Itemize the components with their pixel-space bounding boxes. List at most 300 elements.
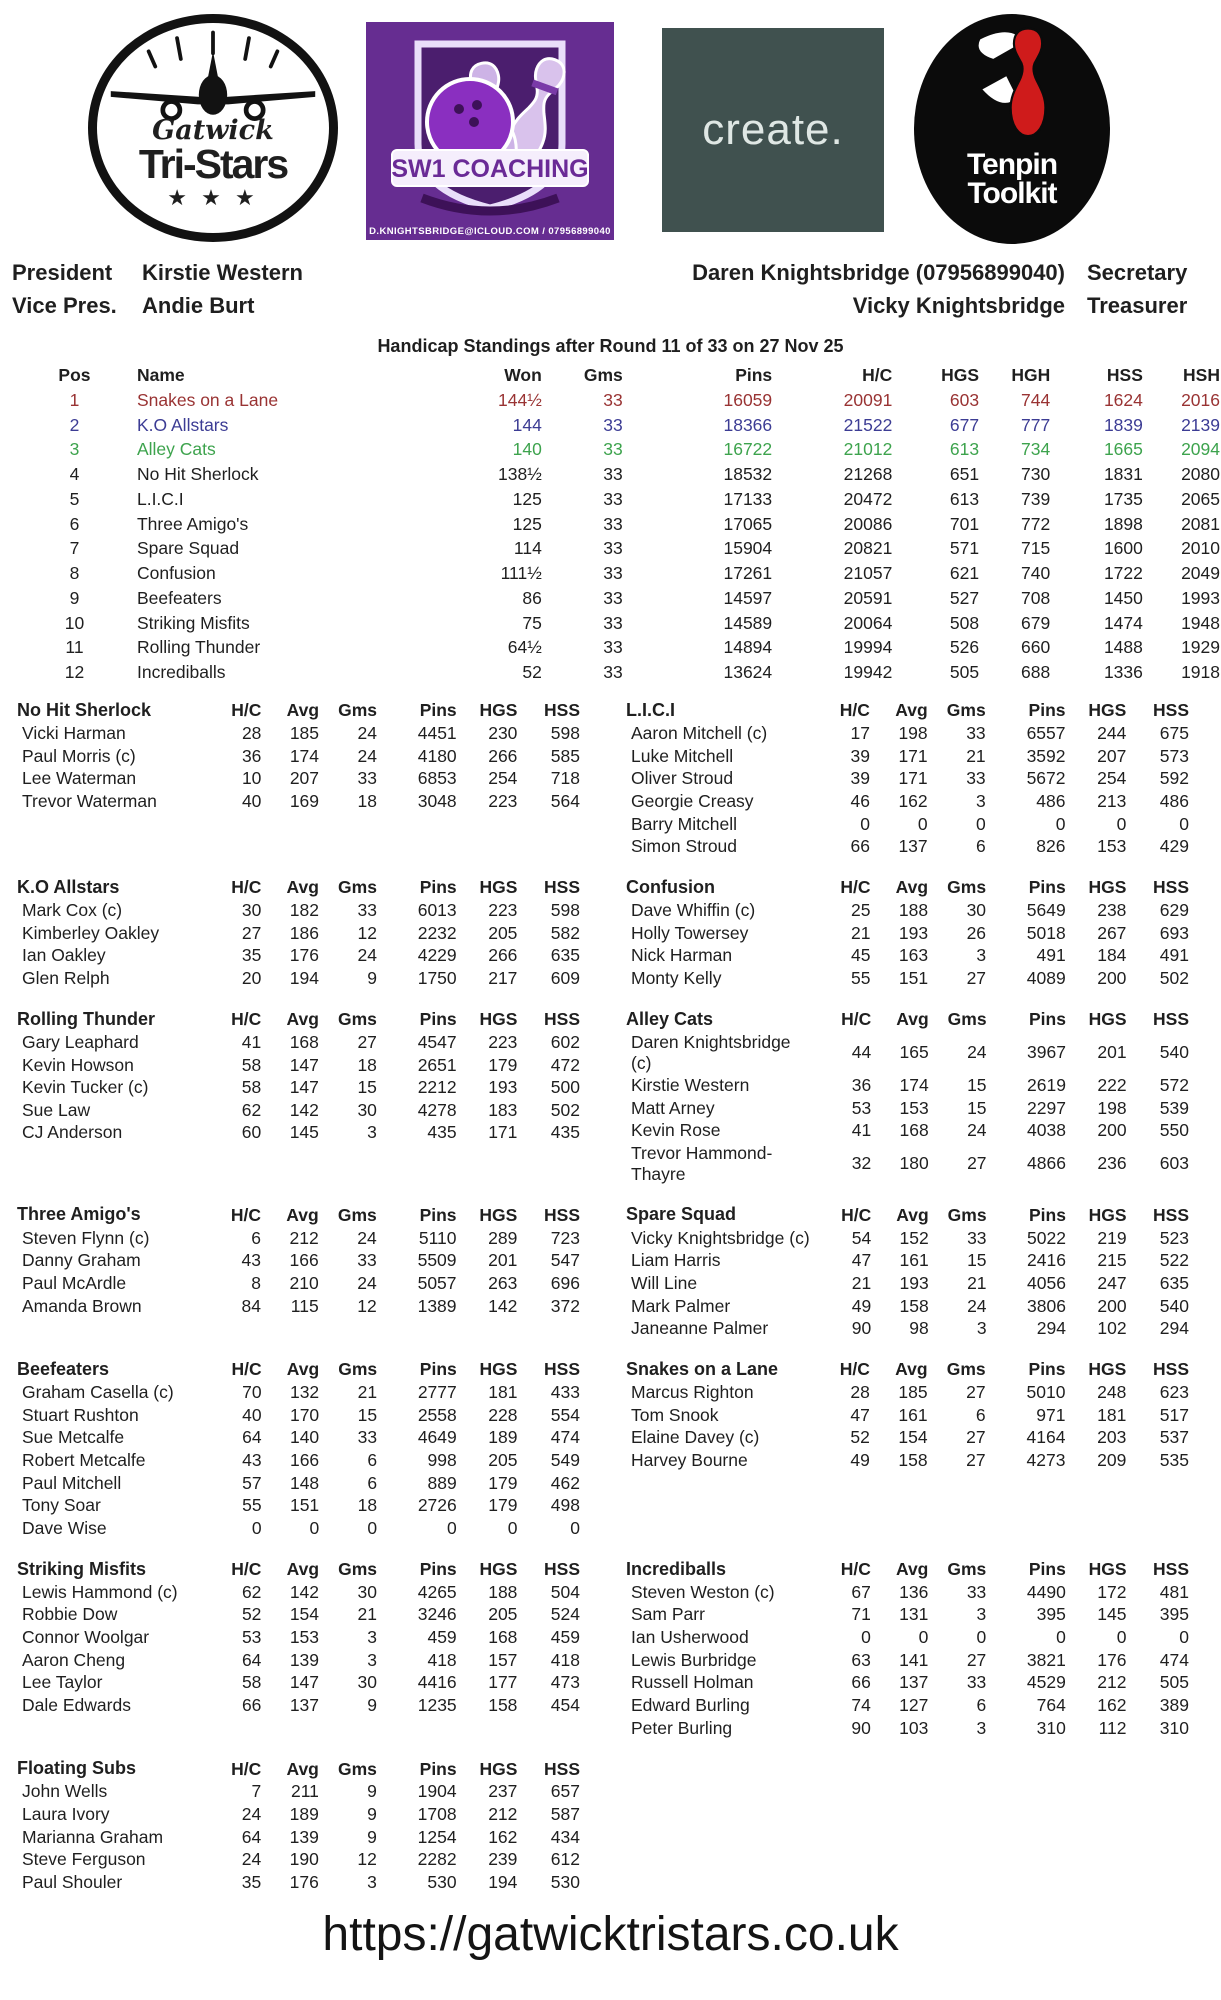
standings-cell-hsh: 2016 <box>1181 389 1220 410</box>
team-pair-row <box>16 1358 1221 1540</box>
player-stat: 4164 <box>1026 1427 1066 1448</box>
player-stat: 174 <box>899 1075 929 1096</box>
standings-cell-hsh: 1948 <box>1181 612 1220 633</box>
team-col-gms: Gms <box>337 1758 377 1779</box>
player-stat: 210 <box>289 1272 319 1293</box>
player-row <box>625 1097 1190 1120</box>
player-stat: 188 <box>898 900 929 921</box>
team-col-hc: H/C <box>231 1558 262 1579</box>
standings-cell-hss: 1450 <box>1103 587 1143 608</box>
team-header-row <box>16 1558 581 1581</box>
player-stat: 162 <box>898 790 928 811</box>
player-stat: 47 <box>851 1250 872 1271</box>
player-stat: 176 <box>289 945 319 966</box>
team-col-hss: HSS <box>544 877 580 898</box>
player-stat: 24 <box>357 1272 377 1293</box>
player-stat: 418 <box>427 1649 457 1670</box>
player-stat: 28 <box>850 1382 870 1403</box>
player-stat: 5649 <box>1026 900 1066 921</box>
player-stat: 44 <box>851 1042 872 1063</box>
team-col-gms: Gms <box>338 700 377 721</box>
standings-cell-hss: 1624 <box>1103 389 1143 410</box>
team-col-gms: Gms <box>947 877 987 898</box>
player-name: Nick Harman <box>631 945 733 966</box>
player-stat: 435 <box>427 1122 457 1143</box>
player-stat: 62 <box>241 1581 262 1602</box>
standings-cell-gms: 33 <box>603 563 623 583</box>
player-stat: 127 <box>899 1694 929 1715</box>
player-row <box>16 1381 581 1404</box>
standings-cell-hgh: 777 <box>1021 414 1051 435</box>
team-table <box>16 1358 581 1540</box>
player-stat: 657 <box>550 1781 580 1802</box>
team-header-row <box>16 1358 581 1381</box>
standings-cell-pins: 13624 <box>723 662 773 682</box>
player-stat: 185 <box>898 1382 928 1403</box>
player-stat: 5672 <box>1026 768 1066 789</box>
standings-cell-pins: 17133 <box>723 488 773 509</box>
player-row <box>625 1249 1190 1272</box>
player-stat: 24 <box>967 1295 987 1316</box>
player-stat: 169 <box>289 790 320 811</box>
player-stat: 524 <box>550 1604 580 1625</box>
player-stat: 90 <box>851 1717 871 1738</box>
player-stat: 190 <box>289 1849 319 1870</box>
standings-cell-gms: 33 <box>603 662 623 682</box>
team-col-avg: Avg <box>286 700 320 721</box>
player-stat: 185 <box>289 722 320 743</box>
player-stat: 1254 <box>417 1826 457 1847</box>
player-stat: 115 <box>290 1295 319 1316</box>
standings-cell-name: L.I.C.I <box>136 488 184 509</box>
player-row <box>625 1581 1190 1604</box>
player-stat: 3 <box>976 1318 987 1339</box>
team-cell-right <box>625 1203 1190 1339</box>
player-stat: 179 <box>488 1495 518 1516</box>
sw1-coaching-logo <box>366 22 614 240</box>
player-stat: 223 <box>488 790 518 811</box>
player-stat: 46 <box>850 790 870 811</box>
player-stat: 36 <box>241 745 262 766</box>
player-row <box>16 1848 581 1871</box>
team-table <box>16 1008 581 1144</box>
player-stat: 142 <box>488 1295 518 1316</box>
team-col-avg: Avg <box>895 877 929 898</box>
tenpin-line2: Toolkit <box>967 176 1057 210</box>
player-stat: 4547 <box>417 1031 457 1052</box>
standings-cell-hsh: 1918 <box>1181 662 1220 682</box>
standings-cell-pins: 18366 <box>723 414 773 435</box>
page-title: Handicap Standings after Round 11 of 33 on 27 Nov 25 <box>377 336 844 356</box>
team-pair-row <box>16 1203 1221 1339</box>
team-table <box>625 1203 1190 1339</box>
standings-table <box>38 363 1221 685</box>
player-stat: 4229 <box>417 945 457 966</box>
player-name: Marianna Graham <box>22 1826 164 1847</box>
col-pos: Pos <box>58 365 91 385</box>
player-stat: 429 <box>1159 836 1189 857</box>
player-row <box>16 899 581 922</box>
player-stat: 0 <box>367 1517 378 1538</box>
player-stat: 572 <box>1159 1075 1189 1096</box>
player-stat: 43 <box>242 1449 262 1470</box>
team-col-hgs: HGS <box>479 1204 518 1225</box>
player-name: Gary Leaphard <box>22 1031 139 1052</box>
player-row <box>625 1142 1190 1185</box>
team-col-hgs: HGS <box>479 877 518 898</box>
player-row <box>16 944 581 967</box>
player-stat: 40 <box>242 1404 262 1425</box>
player-stat: 248 <box>1097 1382 1127 1403</box>
player-stat: 137 <box>898 836 928 857</box>
player-name: Paul Morris (c) <box>22 745 136 766</box>
player-stat: 629 <box>1159 900 1189 921</box>
officers-row <box>0 246 1221 326</box>
team-header-row <box>625 1203 1190 1226</box>
player-stat: 454 <box>550 1694 580 1715</box>
player-stat: 198 <box>898 722 928 743</box>
team-name: No Hit Sherlock <box>17 699 152 720</box>
player-stat: 193 <box>899 1272 929 1293</box>
player-stat: 21 <box>357 1382 378 1403</box>
player-row <box>625 1074 1190 1097</box>
player-stat: 27 <box>966 967 987 988</box>
player-stat: 0 <box>570 1517 580 1538</box>
standings-cell-hgs: 603 <box>949 389 980 410</box>
team-col-hgs: HGS <box>1088 1204 1127 1225</box>
player-stat: 0 <box>975 813 986 834</box>
team-pair-row <box>16 1008 1221 1186</box>
player-name: Lee Taylor <box>22 1672 103 1693</box>
player-stat: 481 <box>1159 1581 1189 1602</box>
player-stat: 502 <box>550 1099 580 1120</box>
standings-row <box>38 462 1221 487</box>
player-stat: 2416 <box>1027 1250 1066 1271</box>
team-col-hc: H/C <box>230 1204 262 1225</box>
player-stat: 0 <box>976 1627 987 1648</box>
standings-cell-pos: 11 <box>65 637 84 658</box>
player-stat: 62 <box>241 1099 262 1120</box>
sw1-banner-text: SW1 COACHING <box>391 155 589 183</box>
col-hsh: HSH <box>1183 365 1220 385</box>
team-col-pins: Pins <box>419 1204 457 1225</box>
player-stat: 2297 <box>1027 1097 1066 1118</box>
player-stat: 30 <box>357 1581 377 1602</box>
player-row <box>625 944 1190 967</box>
player-name: Vicky Knightsbridge (c) <box>631 1227 810 1248</box>
player-stat: 213 <box>1097 790 1127 811</box>
player-stat: 27 <box>241 922 262 943</box>
gatwick-tristars-logo <box>88 14 338 242</box>
standings-cell-hgh: 688 <box>1021 662 1051 682</box>
team-col-pins: Pins <box>419 877 457 898</box>
team-name: Snakes on a Lane <box>626 1358 779 1379</box>
standings-row <box>38 586 1221 611</box>
player-stat: 33 <box>966 722 986 743</box>
player-stat: 564 <box>550 790 580 811</box>
player-stat: 310 <box>1159 1717 1189 1738</box>
team-col-hgs: HGS <box>1088 877 1127 898</box>
player-stat: 153 <box>1097 836 1127 857</box>
player-stat: 6 <box>976 1694 987 1715</box>
player-name: Kevin Tucker (c) <box>22 1077 149 1098</box>
player-stat: 486 <box>1159 790 1189 811</box>
player-stat: 151 <box>898 967 929 988</box>
player-stat: 523 <box>1159 1227 1189 1248</box>
team-col-hc: H/C <box>231 1359 262 1380</box>
player-stat: 49 <box>851 1295 872 1316</box>
team-table <box>16 876 581 990</box>
player-name: Peter Burling <box>631 1717 733 1738</box>
player-stat: 582 <box>550 922 580 943</box>
vice-pres-line <box>12 293 303 319</box>
player-stat: 459 <box>550 1627 580 1648</box>
player-stat: 889 <box>427 1472 457 1493</box>
player-stat: 161 <box>899 1250 929 1271</box>
team-table <box>16 1558 581 1717</box>
player-stat: 41 <box>241 1031 262 1052</box>
standings-cell-hgh: 715 <box>1021 538 1051 559</box>
standings-cell-hsh: 2080 <box>1181 464 1220 484</box>
team-name: Three Amigo's <box>17 1204 141 1225</box>
player-stat: 522 <box>1159 1250 1189 1271</box>
player-name: Tony Soar <box>22 1495 101 1516</box>
player-stat: 4273 <box>1026 1449 1066 1470</box>
player-stat: 158 <box>899 1295 929 1316</box>
standings-cell-won: 144 <box>512 414 542 435</box>
player-stat: 9 <box>367 1781 377 1802</box>
player-stat: 198 <box>1097 1097 1127 1118</box>
player-stat: 21 <box>966 745 986 766</box>
player-name: Amanda Brown <box>22 1295 142 1316</box>
player-name: Luke Mitchell <box>631 745 734 766</box>
player-stat: 573 <box>1159 745 1189 766</box>
player-stat: 10 <box>241 768 262 789</box>
player-stat: 24 <box>241 1849 262 1870</box>
player-stat: 971 <box>1036 1404 1066 1425</box>
team-header-row <box>16 876 581 899</box>
player-stat: 3 <box>367 1872 377 1893</box>
player-stat: 145 <box>1097 1604 1127 1625</box>
team-col-hc: H/C <box>840 877 871 898</box>
player-stat: 537 <box>1159 1427 1189 1448</box>
player-stat: 2777 <box>417 1382 457 1403</box>
player-row <box>16 1826 581 1849</box>
team-cell-left <box>16 876 581 990</box>
player-stat: 502 <box>1159 967 1189 988</box>
player-stat: 0 <box>1056 1627 1066 1648</box>
secretary-line <box>692 260 1205 286</box>
player-stat: 9 <box>367 1804 377 1825</box>
standings-cell-hc: 19994 <box>843 637 893 658</box>
team-col-gms: Gms <box>947 1558 987 1579</box>
standings-cell-pos: 4 <box>69 464 80 484</box>
player-stat: 0 <box>860 813 870 834</box>
team-table <box>625 876 1190 990</box>
player-stat: 35 <box>241 1872 262 1893</box>
standings-cell-hss: 1600 <box>1103 538 1143 559</box>
player-row <box>16 1449 581 1472</box>
player-stat: 145 <box>289 1122 319 1143</box>
team-col-hc: H/C <box>840 1558 871 1579</box>
team-col-avg: Avg <box>286 1758 319 1779</box>
col-gms: Gms <box>583 365 623 385</box>
player-stat: 6 <box>367 1472 378 1493</box>
standings-cell-hgh: 740 <box>1021 563 1051 583</box>
player-name: Matt Arney <box>631 1097 715 1118</box>
team-name: L.I.C.I <box>626 699 675 720</box>
player-stat: 550 <box>1159 1120 1189 1141</box>
standings-cell-hgh: 744 <box>1021 389 1051 410</box>
team-col-pins: Pins <box>1028 700 1066 721</box>
player-name: Georgie Creasy <box>631 790 754 811</box>
player-stat: 27 <box>966 1427 986 1448</box>
player-row <box>625 899 1190 922</box>
standings-row <box>38 635 1221 660</box>
player-stat: 161 <box>898 1404 928 1425</box>
player-name: Vicki Harman <box>22 722 126 743</box>
team-table <box>16 1757 581 1893</box>
standings-cell-hsh: 2049 <box>1181 563 1220 583</box>
player-stat: 52 <box>850 1427 870 1448</box>
player-stat: 222 <box>1097 1075 1127 1096</box>
team-col-hc: H/C <box>231 1758 262 1779</box>
player-stat: 170 <box>289 1404 320 1425</box>
secretary-name: Daren Knightsbridge (07956899040) <box>692 260 1065 285</box>
player-name: Steve Ferguson <box>22 1849 146 1870</box>
president-role: President <box>12 260 113 285</box>
player-name: John Wells <box>22 1781 108 1802</box>
player-stat: 2212 <box>417 1077 457 1098</box>
player-stat: 139 <box>289 1649 320 1670</box>
player-stat: 266 <box>488 745 518 766</box>
player-row <box>16 1295 581 1318</box>
player-name: Graham Casella (c) <box>22 1382 174 1403</box>
player-row <box>625 1404 1190 1427</box>
player-name: Mark Palmer <box>631 1295 731 1316</box>
player-name: Sue Metcalfe <box>22 1427 125 1448</box>
team-col-avg: Avg <box>286 1204 319 1225</box>
standings-cell-hc: 20091 <box>843 389 893 410</box>
standings-cell-name: Incrediballs <box>136 662 226 682</box>
player-row <box>625 1317 1190 1340</box>
player-stat: 176 <box>1097 1649 1127 1670</box>
team-col-hss: HSS <box>544 1758 580 1779</box>
player-row <box>625 967 1190 990</box>
player-stat: 174 <box>289 745 320 766</box>
player-stat: 5022 <box>1027 1227 1066 1248</box>
player-row <box>625 835 1190 858</box>
player-row <box>16 722 581 745</box>
team-col-gms: Gms <box>947 1008 987 1029</box>
player-name: Paul Shouler <box>22 1872 123 1893</box>
player-stat: 675 <box>1159 722 1189 743</box>
player-row <box>16 1803 581 1826</box>
player-stat: 98 <box>909 1318 929 1339</box>
player-stat: 27 <box>967 1153 987 1174</box>
standings-cell-pins: 14597 <box>723 587 773 608</box>
team-name: K.O Allstars <box>17 876 120 897</box>
team-col-avg: Avg <box>896 1204 929 1225</box>
player-name: Dave Whiffin (c) <box>631 900 756 921</box>
player-stat: 182 <box>289 900 319 921</box>
team-name: Incrediballs <box>626 1558 727 1579</box>
player-stat: 193 <box>898 922 929 943</box>
player-stat: 43 <box>241 1250 262 1271</box>
player-row <box>16 967 581 990</box>
create-logo <box>662 28 884 232</box>
team-col-pins: Pins <box>1029 1008 1066 1029</box>
player-stat: 0 <box>1116 1627 1127 1648</box>
player-name: Elaine Davey (c) <box>631 1427 760 1448</box>
player-stat: 5110 <box>418 1227 457 1248</box>
player-row <box>16 1626 581 1649</box>
player-stat: 289 <box>488 1227 518 1248</box>
player-stat: 25 <box>851 900 871 921</box>
player-row <box>16 1472 581 1495</box>
treasurer-line <box>692 293 1205 319</box>
player-row <box>16 1426 581 1449</box>
standings-cell-pos: 1 <box>69 389 80 410</box>
player-row <box>16 1054 581 1077</box>
player-stat: 154 <box>898 1427 928 1448</box>
player-stat: 602 <box>550 1031 580 1052</box>
team-col-hgs: HGS <box>479 1008 518 1029</box>
player-stat: 4451 <box>417 722 457 743</box>
player-stat: 696 <box>550 1272 580 1293</box>
player-row <box>625 922 1190 945</box>
player-row <box>16 1227 581 1250</box>
player-stat: 84 <box>241 1295 262 1316</box>
vice-pres-role: Vice Pres. <box>12 293 117 318</box>
player-stat: 9 <box>367 1694 377 1715</box>
player-name: Steven Flynn (c) <box>22 1227 150 1248</box>
player-stat: 171 <box>488 1122 518 1143</box>
standings-cell-pos: 8 <box>69 563 80 583</box>
player-name: Janeanne Palmer <box>631 1318 769 1339</box>
player-stat: 33 <box>357 768 377 789</box>
player-row <box>16 1249 581 1272</box>
player-name: Tom Snook <box>631 1404 719 1425</box>
standings-cell-won: 125 <box>512 513 542 534</box>
standings-cell-pos: 7 <box>69 538 80 559</box>
player-stat: 585 <box>550 745 580 766</box>
player-stat: 0 <box>918 1627 929 1648</box>
player-stat: 474 <box>1159 1649 1189 1670</box>
team-col-avg: Avg <box>895 700 928 721</box>
player-stat: 1235 <box>417 1694 457 1715</box>
player-name: Dave Wise <box>22 1517 107 1538</box>
player-stat: 592 <box>1159 768 1189 789</box>
player-stat: 2726 <box>417 1495 457 1516</box>
player-stat: 219 <box>1097 1227 1127 1248</box>
player-stat: 162 <box>1097 1694 1127 1715</box>
player-stat: 57 <box>242 1472 262 1493</box>
player-stat: 45 <box>851 945 871 966</box>
player-row <box>16 922 581 945</box>
standings-cell-hc: 21268 <box>843 464 893 484</box>
player-stat: 200 <box>1097 1295 1127 1316</box>
player-stat: 500 <box>550 1077 580 1098</box>
player-name: Russell Holman <box>631 1672 754 1693</box>
team-col-avg: Avg <box>895 1558 929 1579</box>
player-stat: 623 <box>1159 1382 1189 1403</box>
player-stat: 4089 <box>1026 967 1066 988</box>
player-name: Aaron Mitchell (c) <box>631 722 768 743</box>
player-name: Oliver Stroud <box>631 768 734 789</box>
player-stat: 2651 <box>417 1054 457 1075</box>
president-line <box>12 260 303 286</box>
